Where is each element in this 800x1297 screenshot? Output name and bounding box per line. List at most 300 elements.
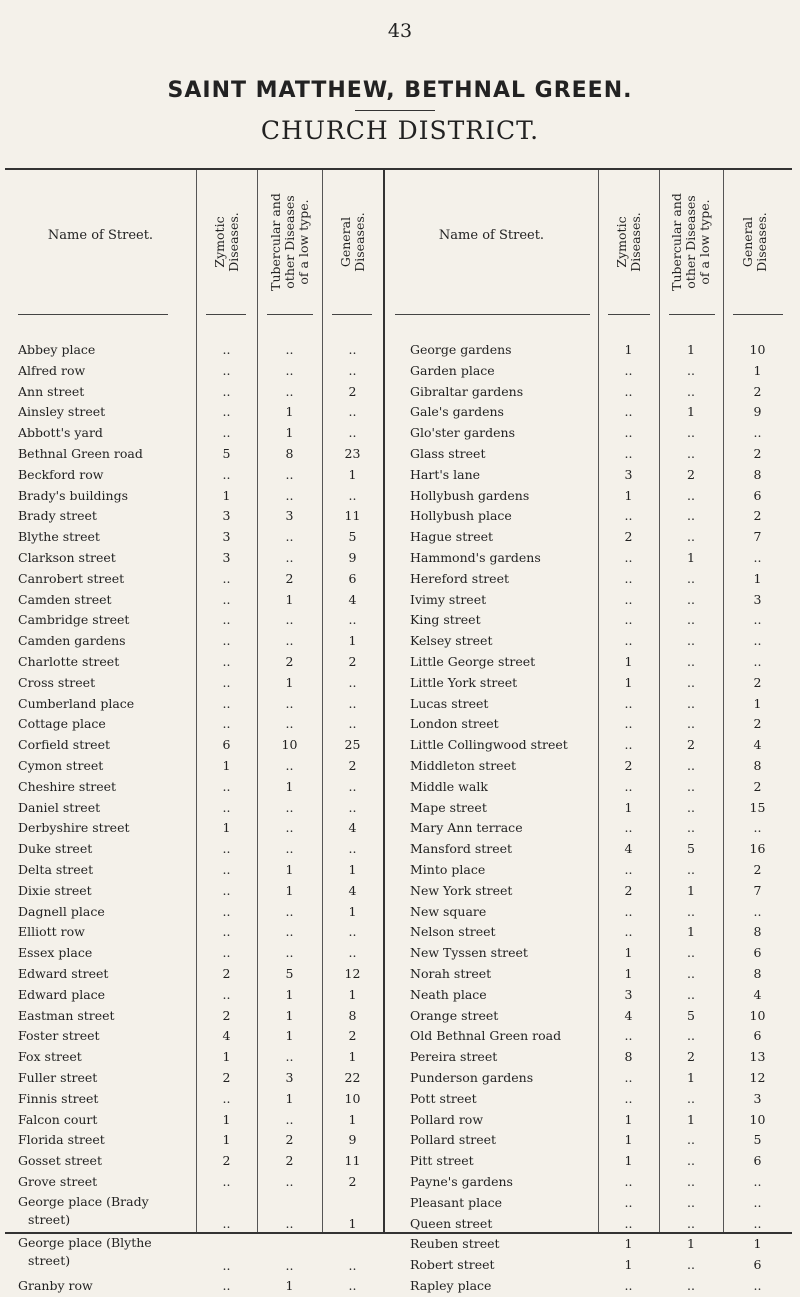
table-row <box>0 444 800 465</box>
street-name-text: Glo'ster gardens <box>410 425 516 441</box>
tubercular-count: .. <box>687 799 695 815</box>
tubercular-count: 1 <box>285 591 294 607</box>
tubercular-count: .. <box>285 820 294 836</box>
zymotic-count: .. <box>222 383 231 399</box>
street-name <box>410 860 598 880</box>
header-name-of-street: Name of Street. <box>438 228 545 243</box>
tubercular-count: 1 <box>687 882 695 898</box>
street-name-text: New square <box>410 903 487 919</box>
general-count: 6 <box>753 487 762 503</box>
street-name-text: Corfield street <box>18 737 111 753</box>
general-count: .. <box>753 1174 762 1189</box>
street-name-text: Pleasant place <box>410 1194 503 1210</box>
street-name-text: Ainsley street <box>18 404 106 420</box>
street-name <box>410 1047 598 1067</box>
zymotic-count: 1 <box>624 1257 633 1273</box>
zymotic-count: .. <box>222 591 231 607</box>
tubercular-count: .. <box>285 550 294 565</box>
street-name <box>410 673 598 693</box>
street-name-text: Derbyshire street <box>18 820 130 836</box>
street-name-text: Old Bethnal Green road <box>410 1028 562 1044</box>
street-name <box>410 1089 598 1109</box>
zymotic-count: 3 <box>624 986 633 1002</box>
street-name-text: Lucas street <box>410 695 489 711</box>
header-underline <box>669 314 715 315</box>
zymotic-count: .. <box>222 841 231 857</box>
tubercular-count: .. <box>285 633 294 649</box>
general-count: .. <box>348 674 357 690</box>
table-row <box>0 1276 800 1297</box>
street-name-text: Grove street <box>18 1174 98 1189</box>
header-zymotic: Zymotic Diseases. <box>212 212 241 272</box>
street-name-text: Pereira street <box>410 1049 498 1065</box>
zymotic-count: .. <box>222 1257 231 1273</box>
general-count: 4 <box>753 986 762 1002</box>
zymotic-count: 1 <box>222 758 231 773</box>
tubercular-count: 1 <box>285 778 294 794</box>
zymotic-count: .. <box>624 591 633 607</box>
tubercular-count: .. <box>285 799 294 815</box>
street-name-text: Falcon court <box>18 1111 98 1127</box>
street-name-text: Canrobert street <box>18 570 125 586</box>
general-count: 9 <box>348 550 357 565</box>
tubercular-count: .. <box>687 820 695 836</box>
street-name-text: Kelsey street <box>410 633 493 649</box>
street-name-text: Foster street <box>18 1028 100 1044</box>
zymotic-count: .. <box>624 633 633 649</box>
tubercular-count: .. <box>285 695 294 711</box>
zymotic-count: 1 <box>624 674 633 690</box>
street-name-text: Hammond's gardens <box>410 550 541 565</box>
zymotic-count: 2 <box>624 882 633 898</box>
zymotic-count: 2 <box>222 1070 231 1085</box>
general-count: .. <box>753 1194 762 1210</box>
tubercular-count: .. <box>687 1257 695 1273</box>
street-name-text: Hart's lane <box>410 466 481 482</box>
tubercular-count: .. <box>687 487 695 503</box>
general-count: .. <box>348 404 357 420</box>
tubercular-count: 1 <box>285 1028 294 1044</box>
street-name-line: street) <box>28 1253 71 1269</box>
street-name-text: Neath place <box>410 986 487 1002</box>
tubercular-count: .. <box>687 1132 695 1148</box>
general-count: 2 <box>348 1174 357 1189</box>
tubercular-count: .. <box>687 966 695 981</box>
street-name-text: Fox street <box>18 1049 82 1065</box>
header-zymotic: Zymotic Diseases. <box>614 212 643 272</box>
street-name <box>410 1255 598 1275</box>
tubercular-count: .. <box>285 924 294 940</box>
street-name <box>410 486 598 506</box>
street-name-text: Eastman street <box>18 1007 115 1023</box>
zymotic-count: .. <box>624 570 633 586</box>
zymotic-count: .. <box>624 404 633 420</box>
street-name <box>410 569 598 589</box>
street-name-text: Garden place <box>410 362 495 378</box>
street-name-text: Finnis street <box>18 1090 99 1106</box>
zymotic-count: .. <box>222 1278 231 1293</box>
header-name-of-street: Name of Street. <box>47 228 154 243</box>
zymotic-count: 1 <box>222 487 231 503</box>
street-name-text: Gale's gardens <box>410 404 504 420</box>
tubercular-count: 5 <box>687 841 695 857</box>
tubercular-count: .. <box>687 446 695 461</box>
general-count: 4 <box>348 882 357 898</box>
street-name <box>410 818 598 838</box>
general-count: 8 <box>348 1007 357 1023</box>
zymotic-count: 5 <box>222 446 231 461</box>
table-row <box>0 1172 800 1193</box>
table-row <box>0 922 800 943</box>
street-name-text: Middleton street <box>410 758 516 773</box>
table-row <box>0 1068 800 1089</box>
street-name-text: Gosset street <box>18 1153 102 1169</box>
zymotic-count: .. <box>222 466 231 482</box>
general-count: 1 <box>753 362 762 378</box>
street-name <box>410 465 598 485</box>
general-count: 11 <box>344 1153 361 1169</box>
street-name <box>410 943 598 963</box>
zymotic-count: 1 <box>624 945 633 961</box>
tubercular-count: .. <box>285 362 294 378</box>
tubercular-count: .. <box>285 758 294 773</box>
street-name-text: Punderson gardens <box>410 1070 534 1085</box>
street-name <box>410 1234 598 1254</box>
tubercular-count: .. <box>687 862 695 877</box>
street-name-text: Camden gardens <box>18 633 126 649</box>
tubercular-count: 5 <box>285 966 294 981</box>
general-count: 2 <box>753 778 762 794</box>
tubercular-count: .. <box>285 1174 294 1189</box>
street-name-text: New Tyssen street <box>410 945 528 961</box>
tubercular-count: .. <box>687 778 695 794</box>
table-row <box>0 486 800 507</box>
street-name-text: Pollard row <box>410 1111 484 1127</box>
tubercular-count: 1 <box>687 924 695 940</box>
zymotic-count: 1 <box>624 1111 633 1127</box>
table-row <box>0 985 800 1006</box>
tubercular-count: 1 <box>285 404 294 420</box>
tubercular-count: .. <box>687 633 695 649</box>
zymotic-count: .. <box>222 425 231 441</box>
street-name <box>410 902 598 922</box>
general-count: 2 <box>348 758 357 773</box>
table-row <box>0 777 800 798</box>
street-name-text: Fuller street <box>18 1070 98 1085</box>
street-name <box>410 798 598 818</box>
tubercular-count: .. <box>687 529 695 545</box>
zymotic-count: 1 <box>222 1111 231 1127</box>
tubercular-count: 3 <box>285 1070 294 1085</box>
table-top-rule <box>5 168 792 170</box>
zymotic-count: .. <box>624 362 633 378</box>
street-name <box>410 340 598 360</box>
street-name-text: Gibraltar gardens <box>410 383 524 399</box>
general-count: 12 <box>749 1070 766 1085</box>
street-name-text: Glass street <box>410 446 486 461</box>
street-name-text: Duke street <box>18 841 93 857</box>
general-count: 1 <box>348 1049 357 1065</box>
zymotic-count: 2 <box>624 758 633 773</box>
street-name-text: Robert street <box>410 1257 495 1273</box>
general-count: 15 <box>749 799 766 815</box>
street-name-text: Alfred row <box>18 362 86 378</box>
tubercular-count: .. <box>285 1049 294 1065</box>
zymotic-count: .. <box>624 550 633 565</box>
tubercular-count: .. <box>285 612 294 628</box>
street-name <box>410 881 598 901</box>
tubercular-count: .. <box>687 612 695 628</box>
street-name-text: Dixie street <box>18 882 92 898</box>
tubercular-count: 10 <box>281 737 298 753</box>
tubercular-count: .. <box>285 945 294 961</box>
street-name-text: Cross street <box>18 674 96 690</box>
general-count: .. <box>753 654 762 669</box>
street-name <box>410 423 598 443</box>
table-row <box>0 798 800 819</box>
table-row <box>0 423 800 444</box>
table-row <box>0 860 800 881</box>
street-name-text: Pollard street <box>410 1132 497 1148</box>
table-row <box>0 1047 800 1068</box>
street-name-text: Cambridge street <box>18 612 130 628</box>
street-name-text: Charlotte street <box>18 654 120 669</box>
zymotic-count: 2 <box>624 529 633 545</box>
tubercular-count: .. <box>285 841 294 857</box>
general-count: 2 <box>753 508 762 524</box>
table-row <box>0 818 800 839</box>
street-name-text: Florida street <box>18 1132 105 1148</box>
table-row <box>0 631 800 652</box>
tubercular-count: 1 <box>285 674 294 690</box>
page-number: 43 <box>387 20 413 42</box>
zymotic-count: .. <box>222 986 231 1002</box>
parish-title: SAINT MATTHEW, BETHNAL GREEN. <box>167 78 633 103</box>
zymotic-count: 3 <box>624 466 633 482</box>
street-name-text: Blythe street <box>18 529 100 545</box>
street-name-text: King street <box>410 612 481 628</box>
street-name-text: Orange street <box>410 1007 499 1023</box>
street-name-text: George gardens <box>410 342 512 357</box>
table-row <box>0 1110 800 1131</box>
zymotic-count: 1 <box>222 1132 231 1148</box>
street-name-text: Edward street <box>18 966 109 981</box>
general-count: 1 <box>753 695 762 711</box>
table-row <box>0 714 800 735</box>
tubercular-count: 2 <box>687 466 695 482</box>
general-count: 2 <box>348 654 357 669</box>
general-count: 2 <box>348 1028 357 1044</box>
zymotic-count: 4 <box>624 841 633 857</box>
tubercular-count: .. <box>285 1216 294 1232</box>
general-count: 5 <box>348 529 357 545</box>
general-count: 9 <box>753 404 762 420</box>
street-name-text: Elliott row <box>18 924 85 940</box>
zymotic-count: .. <box>624 737 633 753</box>
zymotic-count: 1 <box>624 1236 633 1252</box>
street-name-text: Cottage place <box>18 716 106 732</box>
general-count: 23 <box>344 446 361 461</box>
street-name-text: Beckford row <box>18 466 104 482</box>
general-count: 10 <box>344 1090 361 1106</box>
street-name-text: Abbott's yard <box>18 425 103 441</box>
street-name-text: Ivimy street <box>410 591 487 607</box>
zymotic-count: .. <box>222 1216 231 1232</box>
zymotic-count: .. <box>624 425 633 441</box>
table-row <box>0 1234 800 1255</box>
general-count: 2 <box>753 716 762 732</box>
tubercular-count: 1 <box>285 1090 294 1106</box>
tubercular-count: .. <box>285 466 294 482</box>
general-count: .. <box>348 799 357 815</box>
general-count: .. <box>753 820 762 836</box>
zymotic-count: 1 <box>624 1132 633 1148</box>
general-count: .. <box>348 924 357 940</box>
zymotic-count: .. <box>624 1194 633 1210</box>
zymotic-count: .. <box>624 903 633 919</box>
general-count: 3 <box>753 591 762 607</box>
street-name-text: Bethnal Green road <box>18 446 143 461</box>
table-row <box>0 1255 800 1276</box>
zymotic-count: 1 <box>624 342 633 357</box>
general-count: .. <box>348 362 357 378</box>
street-name-line: street) <box>28 1211 71 1227</box>
general-count: 6 <box>753 1153 762 1169</box>
zymotic-count: .. <box>624 1215 633 1231</box>
general-count: 6 <box>753 1257 762 1273</box>
general-count: 1 <box>348 986 357 1002</box>
tubercular-count: .. <box>687 1194 695 1210</box>
street-name-line: George place (Brady <box>18 1193 149 1209</box>
street-name <box>410 1151 598 1171</box>
general-count: .. <box>348 487 357 503</box>
tubercular-count: .. <box>687 508 695 524</box>
table-row <box>0 610 800 631</box>
table-row <box>0 652 800 673</box>
table-row <box>0 382 800 403</box>
general-count: .. <box>348 1257 357 1273</box>
general-count: 2 <box>348 383 357 399</box>
zymotic-count: .. <box>222 404 231 420</box>
zymotic-count: 4 <box>624 1007 633 1023</box>
general-count: 4 <box>348 820 357 836</box>
table-row <box>0 1026 800 1047</box>
zymotic-count: .. <box>624 716 633 732</box>
street-name-text: Cheshire street <box>18 778 117 794</box>
tubercular-count: .. <box>285 1111 294 1127</box>
general-count: .. <box>348 716 357 732</box>
tubercular-count: .. <box>687 945 695 961</box>
general-count: .. <box>348 778 357 794</box>
street-name <box>410 756 598 776</box>
header-underline <box>733 314 783 315</box>
table-row <box>0 548 800 569</box>
street-name-text: Cumberland place <box>18 695 135 711</box>
street-name-text: Ann street <box>18 383 85 399</box>
zymotic-count: 1 <box>624 654 633 669</box>
street-name-text: Hollybush gardens <box>410 487 530 503</box>
tubercular-count: 1 <box>285 1278 294 1293</box>
table-row <box>0 902 800 923</box>
street-name-text: Hague street <box>410 529 494 545</box>
street-name <box>410 985 598 1005</box>
tubercular-count: 1 <box>687 1236 695 1252</box>
zymotic-count: 3 <box>222 550 231 565</box>
street-name-text: Edward place <box>18 986 106 1002</box>
street-name-text: Minto place <box>410 862 486 877</box>
header-tubercular: Tubercular and other Diseases of a low type. <box>268 193 311 291</box>
street-name-text: Brady's buildings <box>18 487 129 503</box>
header-underline <box>395 314 590 315</box>
street-name-text: Cymon street <box>18 758 104 773</box>
street-name-text: Middle walk <box>410 778 488 794</box>
table-row <box>0 1089 800 1110</box>
general-count: 6 <box>753 945 762 961</box>
street-name <box>410 1068 598 1088</box>
tubercular-count: .. <box>285 1257 294 1273</box>
tubercular-count: 1 <box>687 550 695 565</box>
table-row <box>0 1006 800 1027</box>
table-row <box>0 1214 800 1235</box>
table-row <box>0 943 800 964</box>
header-underline <box>608 314 650 315</box>
zymotic-count: .. <box>222 799 231 815</box>
street-name-text: London street <box>410 716 499 732</box>
general-count: 8 <box>753 924 762 940</box>
zymotic-count: 1 <box>624 799 633 815</box>
street-name <box>410 714 598 734</box>
general-count: 1 <box>753 1236 762 1252</box>
tubercular-count: .. <box>687 654 695 669</box>
street-name-text: Queen street <box>410 1215 493 1231</box>
street-name <box>410 610 598 630</box>
tubercular-count: .. <box>687 1278 695 1293</box>
street-name <box>410 382 598 402</box>
street-name-text: Reuben street <box>410 1236 500 1252</box>
table-row <box>0 673 800 694</box>
street-name-text: Dagnell place <box>18 903 105 919</box>
general-count: .. <box>753 1215 762 1231</box>
general-count: 1 <box>348 903 357 919</box>
general-count: 9 <box>348 1132 357 1148</box>
general-count: 13 <box>749 1049 766 1065</box>
general-count: 2 <box>753 674 762 690</box>
zymotic-count: .. <box>222 674 231 690</box>
zymotic-count: .. <box>624 508 633 524</box>
zymotic-count: 3 <box>222 529 231 545</box>
table-row <box>0 694 800 715</box>
zymotic-count: .. <box>624 612 633 628</box>
zymotic-count: 1 <box>222 820 231 836</box>
tubercular-count: 1 <box>285 862 294 877</box>
tubercular-count: .. <box>687 425 695 441</box>
zymotic-count: .. <box>222 612 231 628</box>
tubercular-count: 1 <box>687 1111 695 1127</box>
tubercular-count: 2 <box>285 570 294 586</box>
street-name-text: Little Collingwood street <box>410 737 568 753</box>
general-count: 4 <box>348 591 357 607</box>
zymotic-count: .. <box>624 1090 633 1106</box>
table-row <box>0 756 800 777</box>
general-count: 10 <box>749 1007 766 1023</box>
street-name-text: Pott street <box>410 1090 477 1106</box>
tubercular-count: 1 <box>285 425 294 441</box>
street-name <box>410 1130 598 1150</box>
tubercular-count: 2 <box>285 654 294 669</box>
header-general: General Diseases. <box>740 212 769 272</box>
zymotic-count: 6 <box>222 737 231 753</box>
street-name-text: Hereford street <box>410 570 510 586</box>
